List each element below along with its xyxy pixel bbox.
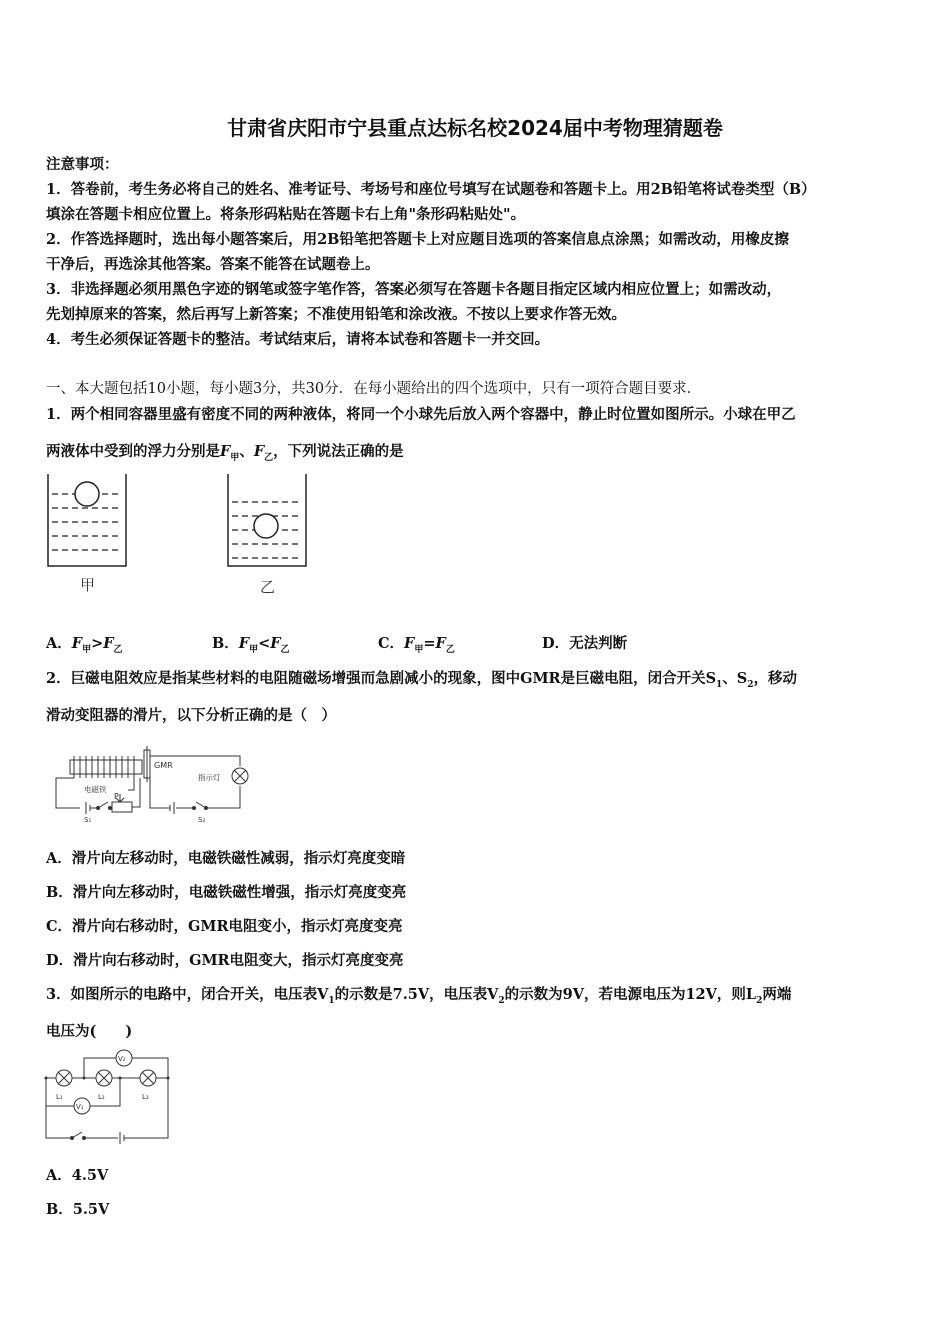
label-l1: L₁	[56, 1093, 63, 1101]
q2-stem-line-2: 滑动变阻器的滑片，以下分析正确的是（ ）	[46, 707, 336, 724]
rheostat	[112, 802, 132, 812]
label-gmr: GMR	[154, 761, 173, 770]
q1-option-a: A．$F_甲>F_乙$	[46, 635, 123, 655]
lamp-l1	[56, 1070, 72, 1086]
q2-option-b: B．滑片向左移动时，电磁铁磁性增强，指示灯亮度变亮	[46, 884, 407, 901]
label-electromagnet: 电磁铁	[84, 785, 107, 794]
q1-option-b: B．$F_甲<F_乙$	[212, 635, 290, 655]
switch-s2	[196, 802, 206, 808]
label-v1: V₁	[76, 1103, 84, 1111]
q3-stem-line-2: 电压为( )	[46, 1023, 133, 1040]
label-l3: L₃	[142, 1093, 149, 1101]
notice-line-7: 4．考生必须保证答题卡的整洁。考试结束后，请将本试卷和答题卡一并交回。	[46, 331, 550, 348]
ball-jia	[75, 482, 99, 506]
q3-option-b: B．5.5V	[46, 1201, 110, 1218]
ball-yi	[254, 514, 278, 538]
q1-option-c: C．$F_甲=F_乙$	[378, 635, 455, 655]
container-jia	[48, 474, 126, 566]
q3-stem-line-1: 3．如图所示的电路中，闭合开关，电压表$V_1$的示数是7.5V，电压表$V_2$的示数为9V，若电源电压为12V，则$L_2$两端	[46, 986, 792, 1006]
q1-figure	[40, 468, 330, 604]
notice-line-4: 干净后，再选涂其他答案。答案不能答在试题卷上。	[46, 256, 380, 273]
notice-line-2: 填涂在答题卡相应位置上。将条形码粘贴在答题卡右上角"条形码粘贴处"。	[46, 206, 526, 223]
label-jia: 甲	[80, 576, 96, 594]
q2-option-c: C．滑片向右移动时，GMR电阻变小，指示灯亮度变亮	[46, 918, 403, 935]
label-l2: L₂	[98, 1093, 105, 1101]
section-heading: 一、本大题包括10小题，每小题3分，共30分．在每小题给出的四个选项中，只有一项符合题目要求．	[46, 381, 702, 397]
label-v2: V₂	[118, 1055, 126, 1063]
q3-option-a: A．4.5V	[46, 1167, 109, 1184]
label-p: P	[114, 792, 119, 801]
page-title: 甘肃省庆阳市宁县重点达标名校2024届中考物理猜题卷	[227, 116, 723, 140]
switch-s1	[98, 802, 108, 808]
container-yi	[228, 474, 306, 566]
label-lamp: 指示灯	[198, 773, 221, 782]
q2-stem-line-1: 2．巨磁电阻效应是指某些材料的电阻随磁场增强而急剧减小的现象，图中GMR是巨磁电阻，闭合开关$S_1$、$S_2$，移动	[46, 670, 798, 690]
notice-line-6: 先划掉原来的答案，然后再写上新答案；不准使用铅笔和涂改液。不按以上要求作答无效。	[46, 306, 626, 323]
q3-figure	[40, 1046, 176, 1146]
electromagnet-core	[70, 760, 142, 774]
label-s1: S₁	[84, 816, 92, 824]
notice-line-1: 1．答卷前，考生务必将自己的姓名、准考证号、考场号和座位号填写在试题卷和答题卡上。用2B铅笔将试卷类型（B）	[46, 181, 816, 198]
q3-switch	[72, 1132, 82, 1138]
notice-line-5: 3．非选择题必须用黑色字迹的钢笔或签字笔作答，答案必须写在答题卡各题目指定区域内相应位置上；如需改动，	[46, 281, 782, 298]
lamp-l3	[140, 1070, 156, 1086]
notice-line-3: 2．作答选择题时，选出每小题答案后，用2B铅笔把答题卡上对应题目选项的答案信息点涂黑；如需改动，用橡皮擦	[46, 231, 789, 248]
q2-figure	[50, 742, 260, 826]
q2-option-d: D．滑片向右移动时，GMR电阻变大，指示灯亮度变亮	[46, 952, 404, 969]
label-yi: 乙	[260, 578, 276, 596]
q1-option-d: D．无法判断	[542, 635, 628, 652]
q2-option-a: A．滑片向左移动时，电磁铁磁性减弱，指示灯亮度变暗	[46, 850, 406, 867]
lamp-l2	[96, 1070, 112, 1086]
notice-heading: 注意事项：	[46, 156, 119, 173]
q1-stem-line-2: 两液体中受到的浮力分别是$F_甲$、$F_乙$，下列说法正确的是	[46, 443, 404, 463]
label-s2: S₂	[198, 816, 206, 824]
q1-stem-line-1: 1．两个相同容器里盛有密度不同的两种液体，将同一个小球先后放入两个容器中，静止时位置如图所示。小球在甲乙	[46, 406, 796, 423]
